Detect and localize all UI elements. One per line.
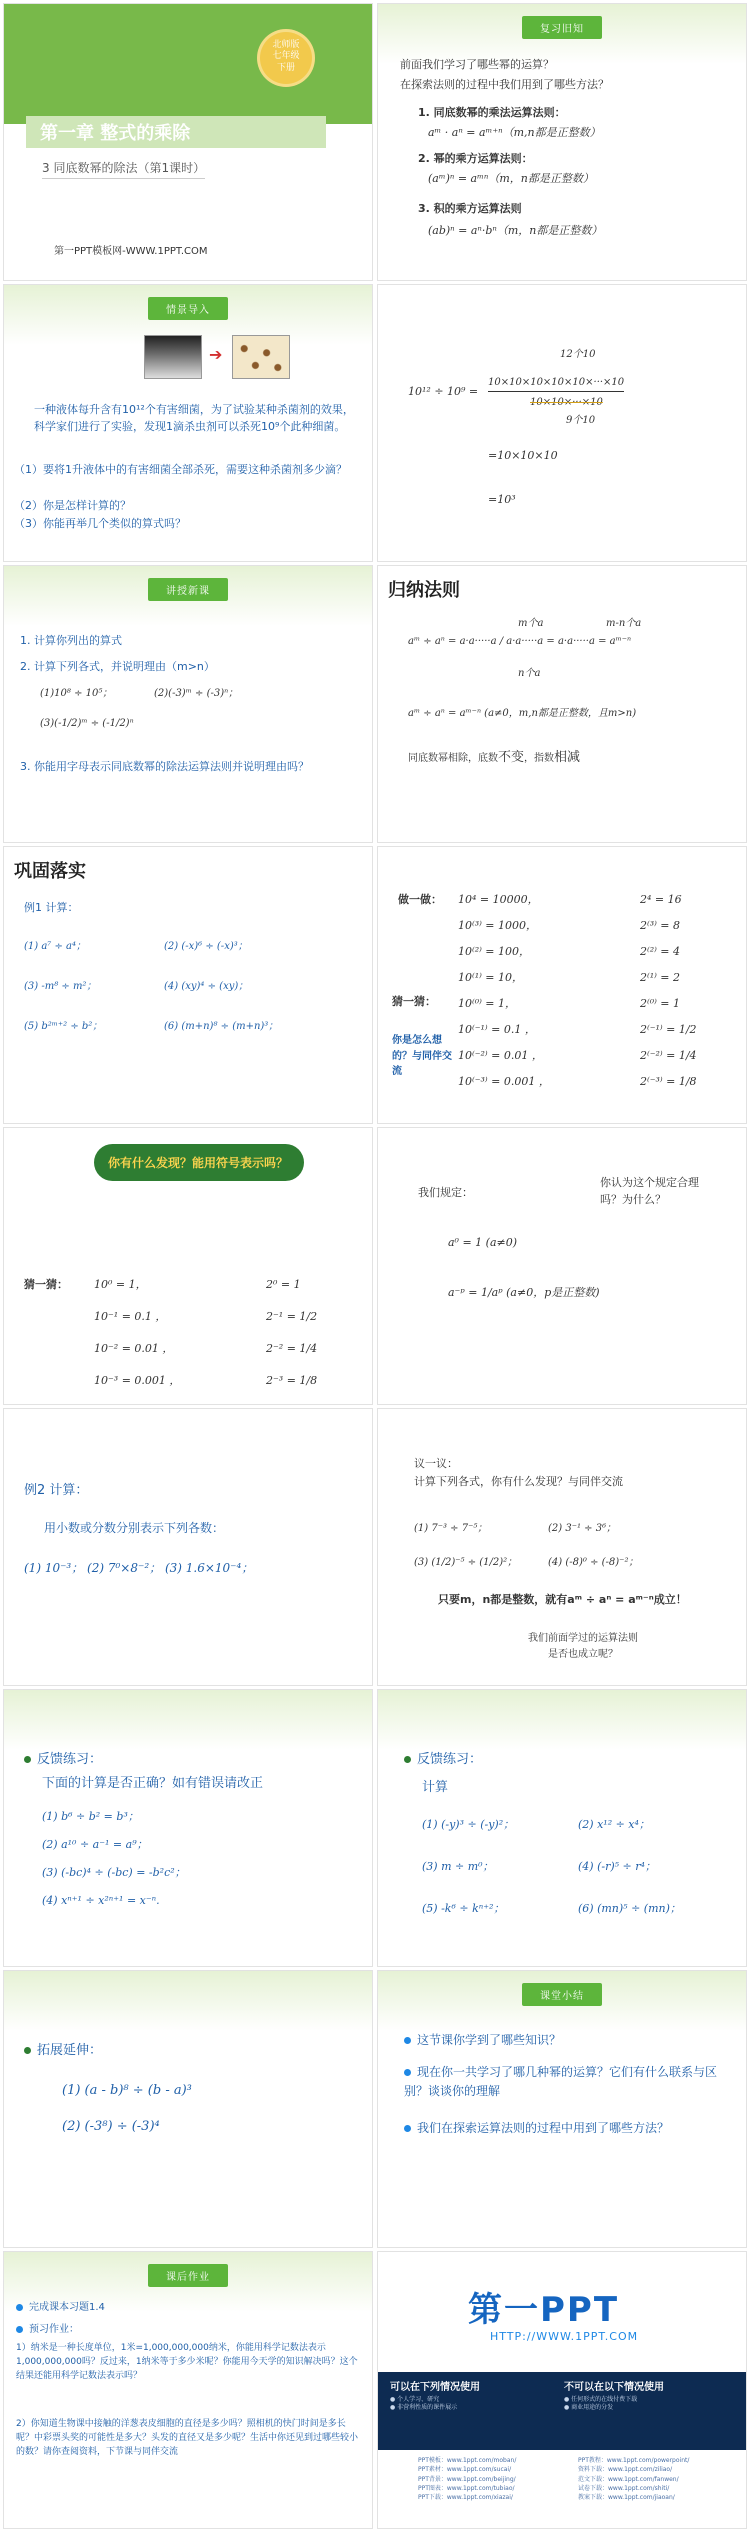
feedback-item-1: (1) b⁶ ÷ b² = b³； bbox=[42, 1810, 139, 1823]
slide-induce-rule[interactable] bbox=[377, 565, 747, 843]
homework-bullet-1-text: 完成课本习题1.4 bbox=[29, 2302, 105, 2313]
speech-bubble: 你有什么发现？能用符号表示吗？ bbox=[94, 1144, 304, 1181]
microscope-image bbox=[144, 335, 202, 379]
cover-header-band bbox=[4, 4, 372, 124]
rule-1-title: 1. 同底数幂的乘法运算法则： bbox=[418, 106, 566, 119]
slide-header-wave bbox=[4, 1971, 372, 2031]
resource-link[interactable]: 试卷下载：www.1ppt.com/shiti/ bbox=[578, 2484, 670, 2492]
exercise-2: (2)(-3)ᵐ ÷ (-3)ⁿ； bbox=[154, 688, 239, 699]
lesson-question-3: 3. 你能用字母表示同底数幂的除法运算法则并说明理由吗？ bbox=[20, 760, 309, 773]
slide-try-it[interactable] bbox=[377, 846, 747, 1124]
feedback-title bbox=[24, 1750, 102, 1770]
resource-link[interactable]: PPT下载：www.1ppt.com/xiazai/ bbox=[418, 2494, 513, 2502]
feedback-item-4: (4) xⁿ⁺¹ ÷ x²ⁿ⁺¹ = x⁻ⁿ. bbox=[42, 1894, 160, 1907]
n-factors-label: n个a bbox=[518, 668, 541, 679]
usage-forbidden-heading: 不可以在以下情况使用 bbox=[564, 2382, 664, 2393]
summary-keep: 不变 bbox=[498, 750, 525, 765]
power-2-row-4: 2⁽¹⁾ = 2 bbox=[640, 971, 681, 984]
bacteria-image bbox=[232, 335, 290, 379]
power-2-row-3: 2⁽²⁾ = 4 bbox=[640, 945, 681, 958]
power-10-row-4: 10⁽¹⁾ = 10， bbox=[458, 971, 524, 984]
feedback-item-3: (3) (-bc)⁴ ÷ (-bc) = -b²c²； bbox=[42, 1866, 186, 1879]
power-2-row-6: 2⁽⁻¹⁾ = 1/2 bbox=[640, 1023, 697, 1036]
bullet-icon bbox=[404, 2069, 411, 2076]
scenario-body: 一种液体每升含有10¹²个有害细菌，为了试验某种杀菌剂的效果，科学家们进行了实验，发现1滴杀虫剂可以杀死10⁹个此种细菌。 bbox=[34, 403, 354, 434]
division-numerator: 10×10×10×10×10×···×10 bbox=[488, 375, 624, 392]
power-10-row-8: 10⁽⁻³⁾ = 0.001 ， bbox=[458, 1075, 550, 1088]
resource-links-right bbox=[578, 2456, 689, 2502]
summary-bullet-2 bbox=[404, 2063, 724, 2100]
example-2-items: (1) 10⁻³； (2) 7⁰×8⁻²； (3) 1.6×10⁻⁴； bbox=[24, 1561, 254, 1575]
summary-bullet-2-text: 现在你一共学习了哪几种幂的运算？它们有什么联系与区别？谈谈你的理解 bbox=[404, 2065, 718, 2098]
lesson-subtitle: 3 同底数幂的除法（第1课时） bbox=[42, 159, 205, 179]
usage-allowed-text: ● 个人学习、研究 ● 非营利性质的课件展示 bbox=[390, 2396, 458, 2412]
lesson-question-2: 2. 计算下列各式，并说明理由（m>n） bbox=[20, 660, 215, 673]
discuss-lead: 议一议： bbox=[414, 1457, 458, 1470]
resource-link[interactable]: 范文下载：www.1ppt.com/fanwen/ bbox=[578, 2475, 679, 2483]
exercise-3: (3)(-1/2)ᵐ ÷ (-1/2)ⁿ bbox=[40, 718, 134, 729]
power-10-row-1: 10⁴ = 10000， bbox=[458, 893, 539, 906]
extension-item-1: (1) (a - b)⁸ ÷ (b - a)³ bbox=[62, 2083, 192, 2098]
power-10-row-3: 10⁽²⁾ = 100， bbox=[458, 945, 531, 958]
feedback-question: 下面的计算是否正确？如有错误请改正 bbox=[42, 1776, 264, 1791]
homework-bullet-2-text: 预习作业： bbox=[29, 2324, 79, 2335]
power-2-row-5: 2⁽⁰⁾ = 1 bbox=[640, 997, 681, 1010]
power-10-row-6: 10⁽⁻¹⁾ = 0.1 ， bbox=[458, 1023, 536, 1036]
feedback-title bbox=[404, 1750, 482, 1770]
slide-banner: 情景导入 bbox=[148, 297, 228, 320]
rule-2-title: 2. 幂的乘方运算法则： bbox=[418, 152, 533, 165]
resource-link[interactable]: PPT教程：www.1ppt.com/powerpoint/ bbox=[578, 2457, 690, 2464]
bullet-icon bbox=[404, 2125, 411, 2132]
definition-question: 你认为这个规定合理吗？为什么？ bbox=[600, 1176, 699, 1207]
slide-banner: 课后作业 bbox=[148, 2264, 228, 2287]
power-2-row-8: 2⁽⁻³⁾ = 1/8 bbox=[640, 1075, 697, 1088]
power-2-row-7: 2⁽⁻²⁾ = 1/4 bbox=[640, 1049, 697, 1062]
resource-link[interactable]: PPT背景：www.1ppt.com/beijing/ bbox=[418, 2475, 516, 2483]
slide-worked-division[interactable] bbox=[377, 284, 747, 562]
feedback-title-text: 反馈练习： bbox=[37, 1752, 103, 1767]
power-10-row-3: 10⁻² = 0.01 ， bbox=[94, 1342, 174, 1355]
exercise-1: (1)10⁸ ÷ 10⁵； bbox=[40, 688, 113, 699]
bullet-icon bbox=[24, 2047, 31, 2054]
power-2-row-2: 2⁽³⁾ = 8 bbox=[640, 919, 681, 932]
feedback-item-2: (2) x¹² ÷ x⁴； bbox=[578, 1818, 650, 1831]
feedback-item-3: (3) m ÷ m⁰； bbox=[422, 1860, 494, 1873]
resource-link[interactable]: PPT模板：www.1ppt.com/moban/ bbox=[418, 2457, 517, 2464]
m-factors-label: m个a bbox=[518, 618, 544, 629]
slide-discover[interactable] bbox=[3, 1127, 373, 1405]
division-result: =10³ bbox=[488, 493, 516, 506]
slide-extension[interactable] bbox=[3, 1970, 373, 2248]
division-denominator: 10×10×···×10 bbox=[530, 397, 603, 408]
example-1-item-1: (1) a⁷ ÷ a⁴； bbox=[24, 941, 87, 952]
discuss-item-4: (4) (-8)⁰ ÷ (-8)⁻²； bbox=[548, 1557, 639, 1568]
feedback-item-6: (6) (mn)⁵ ÷ (mn)； bbox=[578, 1902, 681, 1915]
resource-link[interactable]: 资料下载：www.1ppt.com/ziliao/ bbox=[578, 2466, 673, 2474]
zero-exponent-rule: a⁰ = 1 (a≠0) bbox=[448, 1236, 518, 1249]
slide-banner: 讲授新课 bbox=[148, 578, 228, 601]
discuss-conclusion: 只要m，n都是整数，就有aᵐ ÷ aⁿ = aᵐ⁻ⁿ成立！ bbox=[438, 1593, 687, 1606]
discuss-item-1: (1) 7⁻³ ÷ 7⁻⁵； bbox=[414, 1523, 488, 1534]
resource-links-left bbox=[418, 2456, 516, 2502]
rule-3-formula: (ab)ⁿ = aⁿ·bⁿ（m，n都是正整数） bbox=[428, 224, 603, 237]
slide-summary[interactable] bbox=[377, 1970, 747, 2248]
example-1-item-5: (5) b²ᵐ⁺² ÷ b²； bbox=[24, 1021, 103, 1032]
usage-panel bbox=[378, 2372, 746, 2450]
example-1-item-2: (2) (-x)⁶ ÷ (-x)³； bbox=[164, 941, 248, 952]
slide-consolidate[interactable] bbox=[3, 846, 373, 1124]
power-2-row-1: 2⁰ = 1 bbox=[266, 1278, 301, 1291]
summary-subtract: 相减 bbox=[554, 750, 581, 765]
rule-summary bbox=[408, 748, 580, 768]
power-2-row-3: 2⁻² = 1/4 bbox=[266, 1342, 318, 1355]
slide-feedback-2[interactable] bbox=[377, 1689, 747, 1967]
slide-review[interactable] bbox=[377, 3, 747, 281]
slide-header-wave bbox=[4, 1690, 372, 1750]
discuss-item-3: (3) (1/2)⁻⁵ ÷ (1/2)²； bbox=[414, 1557, 518, 1568]
definition-lead: 我们规定： bbox=[418, 1186, 473, 1199]
rule-3-title: 3. 积的乘方运算法则 bbox=[418, 202, 522, 215]
homework-paragraph-2: 2）你知道生物课中接触的洋葱表皮细胞的直径是多少吗？照相机的快门时间是多长呢？中彩票头奖的可能性是多大？头发的直径又是多少呢？生活中你还见到过哪些较小的数？请你查阅资料，下节课与同伴交流 bbox=[16, 2419, 359, 2457]
power-10-row-4: 10⁻³ = 0.001 ， bbox=[94, 1374, 181, 1387]
power-10-row-5: 10⁽⁰⁾ = 1， bbox=[458, 997, 517, 1010]
do-it-label: 做一做： bbox=[398, 893, 442, 906]
extension-title-text: 拓展延伸： bbox=[37, 2043, 103, 2058]
guess-label: 猜一猜： bbox=[392, 995, 436, 1008]
chapter-title: 第一章 整式的乘除 bbox=[40, 123, 191, 144]
power-2-row-4: 2⁻³ = 1/8 bbox=[266, 1374, 318, 1387]
numerator-count-label: 12个10 bbox=[560, 349, 596, 360]
review-question-1: 前面我们学习了哪些幂的运算？ bbox=[400, 58, 554, 71]
slide-homework[interactable] bbox=[3, 2251, 373, 2529]
division-rule: aᵐ ÷ aⁿ = aᵐ⁻ⁿ (a≠0，m,n都是正整数，且m>n) bbox=[408, 708, 637, 719]
feedback-item-2: (2) a¹⁰ ÷ a⁻¹ = a⁹； bbox=[42, 1838, 148, 1851]
power-10-row-2: 10⁽³⁾ = 1000， bbox=[458, 919, 538, 932]
feedback-title-text: 反馈练习： bbox=[417, 1752, 483, 1767]
slide-banner: 课堂小结 bbox=[522, 1983, 602, 2006]
slide-header-wave bbox=[378, 1690, 746, 1750]
feedback-item-1: (1) (-y)³ ÷ (-y)²； bbox=[422, 1818, 515, 1831]
rule-derivation: aᵐ ÷ aⁿ = a·a·····a / a·a·····a = a·a·····a = aᵐ⁻ⁿ bbox=[408, 636, 632, 647]
negative-exponent-rule: a⁻ᵖ = 1/aᵖ (a≠0，p是正整数) bbox=[448, 1286, 600, 1299]
extension-item-2: (2) (-3⁸) ÷ (-3)⁴ bbox=[62, 2119, 160, 2134]
summary-bullet-3-text: 我们在探索运算法则的过程中用到了哪些方法？ bbox=[417, 2121, 670, 2135]
rule-1-formula: aᵐ · aⁿ = aᵐ⁺ⁿ（m,n都是正整数） bbox=[428, 126, 601, 139]
scenario-question-2: （2）你是怎样计算的？ bbox=[14, 499, 131, 512]
summary-middle: ，指数 bbox=[524, 753, 555, 764]
extension-title bbox=[24, 2041, 102, 2061]
summary-bullet-3 bbox=[404, 2119, 724, 2138]
edition-badge: 北师版 七年级 下册 bbox=[260, 32, 312, 84]
summary-bullet-1-text: 这节课你学到了哪些知识？ bbox=[417, 2033, 562, 2047]
resource-link[interactable]: 教案下载：www.1ppt.com/jiaoan/ bbox=[578, 2494, 675, 2502]
review-question-2: 在探索法则的过程中我们用到了哪些方法？ bbox=[400, 78, 609, 91]
bullet-icon bbox=[16, 2326, 23, 2333]
homework-paragraph-1: 1）纳米是一种长度单位，1米=1,000,000,000纳米，你能用科学记数法表示1,000,000,000吗？反过来，1纳米等于多少米呢？你能用今天学的知识解决吗？这个结果还能用科学记数法表示吗？ bbox=[16, 2343, 358, 2381]
slide-scenario[interactable] bbox=[3, 284, 373, 562]
division-step-2: =10×10×10 bbox=[488, 449, 558, 462]
example-1-item-3: (3) -m⁸ ÷ m²； bbox=[24, 981, 97, 992]
slide-discuss[interactable] bbox=[377, 1408, 747, 1686]
slide-example-2[interactable] bbox=[3, 1408, 373, 1686]
slide-definition[interactable] bbox=[377, 1127, 747, 1405]
example-2-instruction: 用小数或分数分别表示下列各数： bbox=[44, 1521, 225, 1535]
discuss-question: 计算下列各式，你有什么发现？与同伴交流 bbox=[414, 1475, 623, 1488]
brand-url[interactable]: HTTP://WWW.1PPT.COM bbox=[490, 2330, 639, 2343]
homework-bullet-2 bbox=[16, 2322, 79, 2338]
power-2-row-2: 2⁻¹ = 1/2 bbox=[266, 1310, 318, 1323]
homework-bullet-1 bbox=[16, 2300, 105, 2316]
template-footer: 第一PPT模板网-WWW.1PPT.COM bbox=[54, 246, 208, 257]
summary-prefix: 同底数幂相除，底数 bbox=[408, 753, 498, 764]
example-1-item-4: (4) (xy)⁴ ÷ (xy)； bbox=[164, 981, 249, 992]
bullet-icon bbox=[404, 2037, 411, 2044]
power-10-row-1: 10⁰ = 1， bbox=[94, 1278, 147, 1291]
resource-link[interactable]: PPT图表：www.1ppt.com/tubiao/ bbox=[418, 2484, 515, 2492]
power-2-row-1: 2⁴ = 16 bbox=[640, 893, 682, 906]
slide-new-lesson[interactable] bbox=[3, 565, 373, 843]
arrow-icon: ➔ bbox=[209, 345, 223, 364]
feedback-question: 计算 bbox=[422, 1780, 449, 1795]
power-10-row-7: 10⁽⁻²⁾ = 0.01 ， bbox=[458, 1049, 543, 1062]
slide-cover[interactable] bbox=[3, 3, 373, 281]
slide-feedback-1[interactable] bbox=[3, 1689, 373, 1967]
example-1-item-6: (6) (m+n)⁸ ÷ (m+n)³； bbox=[164, 1021, 279, 1032]
lesson-question-1: 1. 计算你列出的算式 bbox=[20, 634, 122, 647]
bullet-icon bbox=[24, 1756, 31, 1763]
scenario-question-3: （3）你能再举几个类似的算式吗？ bbox=[14, 517, 186, 530]
bullet-icon bbox=[16, 2304, 23, 2311]
slide-title: 归纳法则 bbox=[388, 580, 460, 601]
feedback-item-5: (5) -k⁶ ÷ kⁿ⁺²； bbox=[422, 1902, 505, 1915]
discuss-hint: 我们前面学过的运算法则是否也成立呢？ bbox=[528, 1633, 638, 1660]
brand-logo: 第一PPT bbox=[468, 2290, 620, 2330]
bullet-icon bbox=[404, 1756, 411, 1763]
slide-brand[interactable] bbox=[377, 2251, 747, 2529]
power-10-row-2: 10⁻¹ = 0.1 ， bbox=[94, 1310, 167, 1323]
resource-link[interactable]: PPT素材：www.1ppt.com/sucai/ bbox=[418, 2466, 512, 2474]
summary-bullet-1 bbox=[404, 2031, 734, 2050]
example-1-label: 例1 计算： bbox=[24, 901, 79, 914]
feedback-item-4: (4) (-r)⁵ ÷ r⁴； bbox=[578, 1860, 656, 1873]
rule-2-formula: (aᵐ)ⁿ = aᵐⁿ（m，n都是正整数） bbox=[428, 172, 594, 185]
scenario-question-1: （1）要将1升液体中的有害细菌全部杀死，需要这种杀菌剂多少滴？ bbox=[14, 463, 347, 476]
slide-title: 巩固落实 bbox=[14, 861, 86, 882]
usage-allowed-heading: 可以在下列情况使用 bbox=[390, 2382, 480, 2393]
division-lhs: 10¹² ÷ 10⁹ = bbox=[408, 385, 479, 398]
example-2-title: 例2 计算： bbox=[24, 1483, 89, 1498]
usage-forbidden-text: ● 任何形式的在线付费下载 ● 商业用途的分发 bbox=[564, 2396, 638, 2412]
discuss-item-2: (2) 3⁻¹ ÷ 3⁶； bbox=[548, 1523, 617, 1534]
slide-banner: 复习旧知 bbox=[522, 16, 602, 39]
m-minus-n-factors-label: m-n个a bbox=[606, 618, 642, 629]
hint-text: 你是怎么想的？与同伴交流 bbox=[392, 1035, 452, 1077]
guess-label: 猜一猜： bbox=[24, 1278, 68, 1291]
denominator-count-label: 9个10 bbox=[566, 415, 596, 426]
